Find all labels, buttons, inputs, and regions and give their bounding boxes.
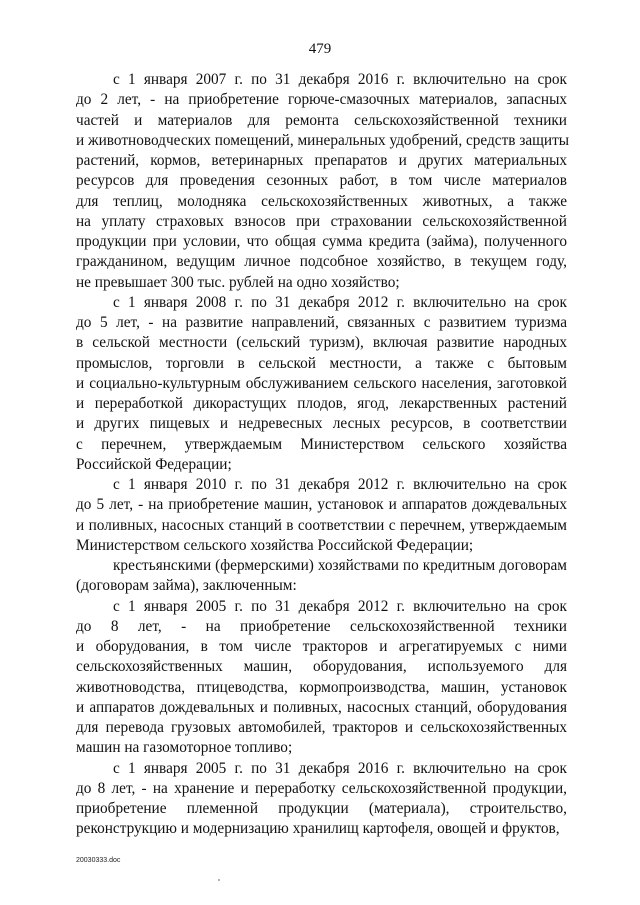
footer-filename: 20030333.doc	[76, 857, 121, 864]
text-line: и оборудования, в том числе тракторов и агрегатируемых с ними	[76, 638, 567, 655]
paragraph	[76, 70, 570, 293]
text-line: частей и материалов для ремонта сельскохозяйственной техники	[76, 111, 567, 129]
text-line: сельскохозяйственных машин, оборудования, используемого для	[76, 658, 567, 676]
text-line: и поливных, насосных станций в соответствии с перечнем, утверждаемым	[76, 516, 567, 534]
text-line: промыслов, торговли в сельской местности, а также с бытовым	[76, 354, 567, 372]
text-line: с 1 января 2005 г. по 31 декабря 2016 г. включительно на срок	[113, 759, 567, 777]
text-line: до 5 лет, - на приобретение машин, установок и аппаратов дождевальных	[76, 496, 567, 514]
document-body	[76, 70, 570, 840]
text-line: Министерством сельского хозяйства Российской Федерации;	[76, 536, 474, 554]
text-line: крестьянскими (фермерскими) хозяйствами по кредитным договорам	[113, 557, 567, 574]
paragraph	[76, 475, 567, 556]
text-line: приобретение племенной продукции (материала), строительство,	[76, 800, 567, 817]
text-line: на уплату страховых взносов при страховании сельскохозяйственной	[76, 212, 567, 230]
text-line: с перечнем, утверждаемым Министерством сельского хозяйства	[76, 435, 567, 453]
text-line: в сельской местности (сельский туризм), включая развитие народных	[76, 334, 567, 352]
paragraph	[76, 597, 567, 759]
scan-speck	[218, 879, 220, 881]
text-line: с 1 января 2007 г. по 31 декабря 2016 г. включительно на срок	[113, 71, 567, 88]
text-line: растений, кормов, ветеринарных препаратов и других материальных	[76, 152, 567, 169]
page-number: 479	[308, 41, 332, 57]
paragraph	[76, 759, 567, 840]
text-line: с 1 января 2010 г. по 31 декабря 2012 г. включительно на срок	[113, 476, 567, 493]
paragraph	[76, 556, 567, 597]
text-line: для теплиц, молодняка сельскохозяйственных животных, а также	[76, 192, 567, 210]
text-line: (договорам займа), заключенным:	[76, 577, 297, 595]
text-line: и социально-культурным обслуживанием сельского населения, заготовкой	[76, 374, 567, 392]
text-line: для перевода грузовых автомобилей, тракторов и сельскохозяйственных	[76, 719, 567, 736]
text-line: машин на газомоторное топливо;	[76, 739, 293, 757]
text-line: Российской Федерации;	[76, 455, 232, 473]
text-line: не превышает 300 тыс. рублей на одно хозяйство;	[76, 273, 400, 291]
text-line: и переработкой дикорастущих плодов, ягод, лекарственных растений	[76, 395, 567, 412]
text-line: до 5 лет, - на развитие направлений, связанных с развитием туризма	[76, 314, 567, 331]
text-line: продукции при условии, что общая сумма кредита (займа), полученного	[76, 233, 567, 250]
text-line: гражданином, ведущим личное подсобное хозяйство, в текущем году,	[76, 253, 567, 271]
text-line: до 8 лет, - на хранение и переработку сельскохозяйственной продукции,	[76, 779, 567, 797]
text-line: ресурсов для проведения сезонных работ, в том числе материалов	[76, 172, 567, 190]
text-line: с 1 января 2008 г. по 31 декабря 2012 г. включительно на срок	[113, 293, 567, 311]
text-line: реконструкцию и модернизацию хранилищ картофеля, овощей и фруктов,	[76, 820, 560, 838]
text-line: и аппаратов дождевальных и поливных, насосных станций, оборудования	[76, 698, 567, 716]
text-line: и других пищевых и недревесных лесных ресурсов, в соответствии	[76, 415, 567, 433]
paragraph	[76, 293, 567, 475]
text-line: и животноводческих помещений, минеральных удобрений, средств защиты	[76, 131, 570, 149]
text-line: с 1 января 2005 г. по 31 декабря 2012 г. включительно на срок	[113, 597, 567, 615]
text-line: до 8 лет, - на приобретение сельскохозяйственной техники	[76, 617, 567, 635]
text-line: животноводства, птицеводства, кормопроизводства, машин, установок	[76, 678, 567, 696]
text-line: до 2 лет, - на приобретение горюче-смазочных материалов, запасных	[76, 91, 567, 109]
